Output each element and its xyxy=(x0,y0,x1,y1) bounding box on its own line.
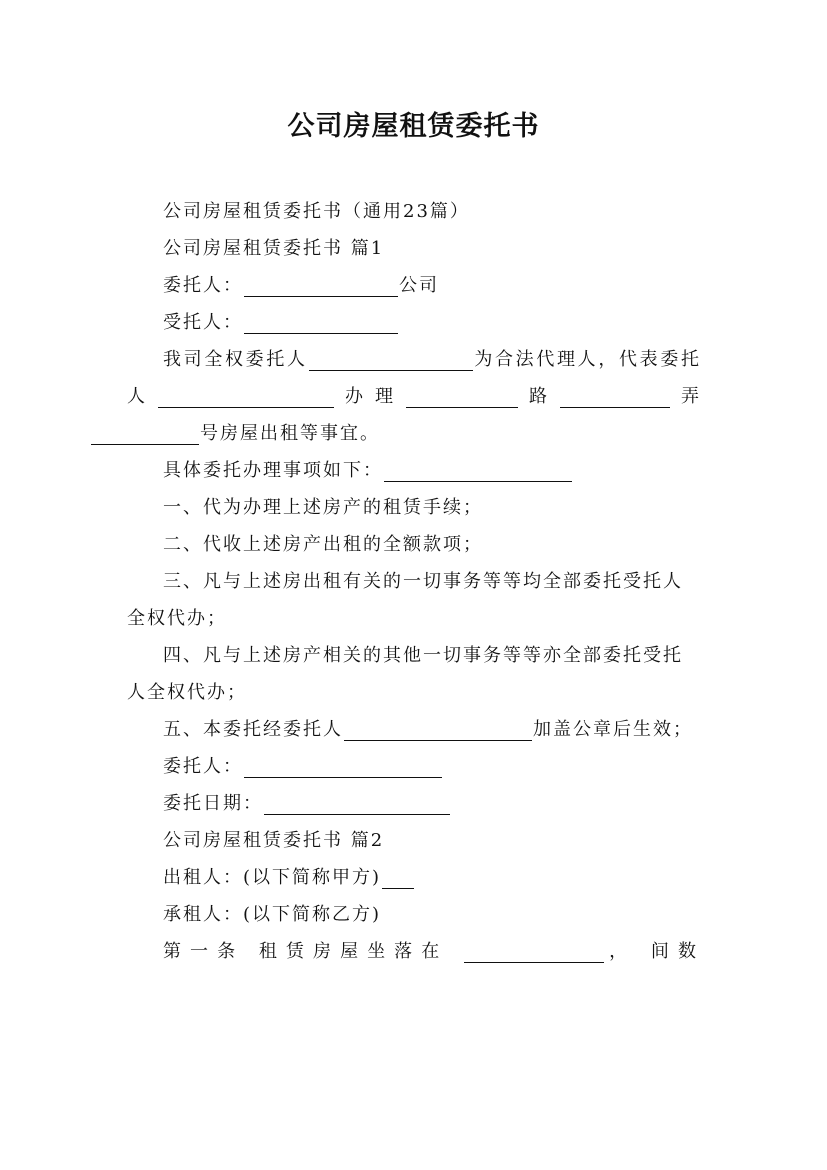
agent-blank xyxy=(244,311,398,334)
paragraph-subtitle: 公司房屋租赁委托书（通用23篇） xyxy=(163,201,470,222)
agent-label: 受托人： xyxy=(163,312,243,333)
principal-label: 委托人： xyxy=(163,275,243,296)
item-5-blank xyxy=(344,718,532,741)
authorization-blank-1 xyxy=(309,348,473,371)
authorization-text-4: 路 xyxy=(519,386,559,407)
article-1-text-1: 第一条 租赁房屋坐落在 xyxy=(163,941,449,962)
paragraph-lessor xyxy=(127,859,701,896)
authorization-blank-lane xyxy=(560,385,670,408)
matters-blank xyxy=(384,459,572,482)
document-body xyxy=(127,193,701,970)
paragraph-section-2-heading: 公司房屋租赁委托书 篇2 xyxy=(163,830,385,851)
paragraph-date xyxy=(127,785,701,822)
paragraph-principal xyxy=(127,267,701,304)
authorization-text-6: 号房屋出租等事宜。 xyxy=(200,423,380,444)
paragraph-item-1: 一、代为办理上述房产的租赁手续； xyxy=(163,497,483,518)
paragraph-principal-sign xyxy=(127,748,701,785)
principal-suffix: 公司 xyxy=(399,275,439,296)
authorization-text-1: 我司全权委托人 xyxy=(163,349,308,370)
authorization-text-3: 办理 xyxy=(335,386,405,407)
authorization-text-5: 弄 xyxy=(671,386,701,407)
article-1-text-2: ， 间数 xyxy=(605,941,701,962)
item-5-text-1: 五、本委托经委托人 xyxy=(163,719,343,740)
authorization-text-2: 为合法代理人，代表委托人 xyxy=(127,349,702,407)
document-title: 公司房屋租赁委托书 xyxy=(287,111,540,142)
paragraph-article-1 xyxy=(127,933,701,970)
lessor-label: 出租人：(以下简称甲方) xyxy=(163,867,382,888)
authorization-blank-2 xyxy=(158,385,334,408)
principal-blank xyxy=(244,274,398,297)
paragraph-item-2: 二、代收上述房产出租的全额款项； xyxy=(163,534,483,555)
principal-sign-blank xyxy=(244,755,442,778)
article-1-blank xyxy=(464,940,604,963)
date-blank xyxy=(264,792,450,815)
lessor-blank xyxy=(382,866,414,889)
item-5-text-2: 加盖公章后生效； xyxy=(533,719,693,740)
paragraph-agent xyxy=(127,304,701,341)
paragraph-item-3: 三、凡与上述房出租有关的一切事务等等均全部委托受托人全权代办； xyxy=(127,571,683,629)
date-label: 委托日期： xyxy=(163,793,263,814)
paragraph-item-4: 四、凡与上述房产相关的其他一切事务等等亦全部委托受托人全权代办； xyxy=(127,645,683,703)
paragraph-lessee: 承租人：(以下简称乙方) xyxy=(163,904,382,925)
paragraph-item-5 xyxy=(127,711,701,748)
matters-label: 具体委托办理事项如下： xyxy=(163,460,383,481)
paragraph-authorization xyxy=(127,341,701,452)
paragraph-section-1-heading: 公司房屋租赁委托书 篇1 xyxy=(163,238,385,259)
principal-sign-label: 委托人： xyxy=(163,756,243,777)
authorization-blank-number xyxy=(91,422,199,445)
paragraph-matters xyxy=(127,452,701,489)
authorization-blank-road xyxy=(406,385,518,408)
